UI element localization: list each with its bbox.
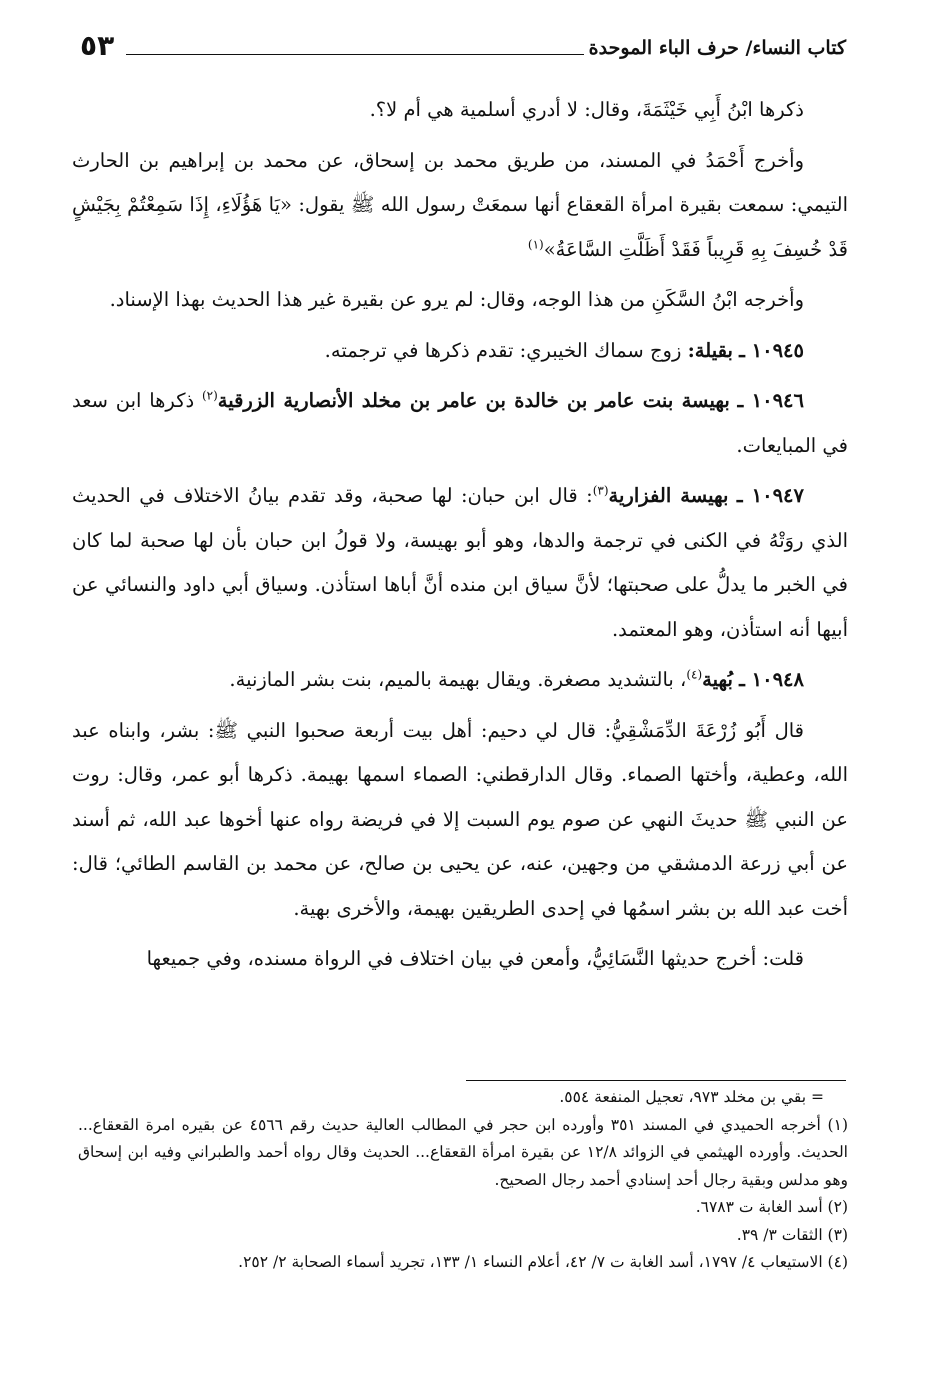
footnote-rule — [466, 1080, 846, 1081]
entry-text: زوج سماك الخيبري: تقدم ذكرها في ترجمته. — [324, 338, 682, 362]
entry-number: ١٠٩٤٧ ـ — [736, 484, 804, 507]
footnotes — [78, 1084, 848, 1277]
paragraph: ذكرها ابْنُ أَبِي خَيْثَمَةَ، وقال: لا أدري أسلمية هي أم لا؟. — [369, 98, 804, 121]
entry-text: ، بالتشديد مصغرة. ويقال بهيمة بالميم، بنت بشر المازنية. — [229, 668, 687, 691]
footnote-continuation: = بقي بن مخلد ٩٧٣، تعجيل المنفعة ٥٥٤. — [559, 1088, 824, 1106]
entry-10947 — [72, 474, 848, 652]
entry-10945 — [72, 329, 848, 374]
entry-name: بُهية — [702, 668, 733, 691]
header-rule — [126, 54, 584, 55]
entry-number: ١٠٩٤٨ ـ — [739, 668, 804, 691]
paragraph: قلت: أخرج حديثها النَّسَائِيُّ، وأمعن في بيان اختلاف في الرواة مسنده، وفي جميعها — [146, 947, 804, 970]
footnote-ref: (٢) — [201, 388, 218, 403]
paragraph: قال أَبُو زُرْعَةَ الدِّمَشْقِيُّ: قال لي دحيم: أهل بيت أربعة صحبوا النبي ﷺ: بشر، وابناه عبد الله، وعطية، وأختها الصماء. وقال الدارقطني: الصماء اسمها بهيمة. ذكرها أبو عمر، وقال: روت عن النبي ﷺ حديثَ النهي عن صوم يوم السبت إلا في فريضة رواه عنها أخوها عبد الله، ثم أسند عن أبي زرعة الدمشقي من وجهين، عنه، عن يحيى بن صالح، عن محمد بن القاسم الطائي؛ قال: أخت عبد الله بن بشر اسمُها في إحدى الطريقين بهيمة، والأخرى بهية. — [72, 718, 848, 920]
paragraph-text: وأخرج أَحْمَدُ في المسند، من طريق محمد بن إسحاق، عن محمد بن إبراهيم بن الحارث التيمي: سمعت بقيرة امرأة القعقاع أنها سمعَتْ رسول الله ﷺ يقول: «يَا هَؤُلَاءِ، إِذَا سَمِعْتُمْ بِجَيْشٍ قَدْ خُسِفَ بِهِ قَرِيباً فَقَدْ أَظَلَّتِ السَّاعَةُ» — [72, 148, 848, 261]
page-number: ٥٣ — [80, 29, 115, 62]
entry-10946 — [72, 379, 848, 468]
page-header — [80, 26, 846, 66]
footnote-ref: (٤) — [686, 667, 703, 682]
entry-name: بقيلة: — [687, 338, 733, 362]
footnote-3: (٣) الثقات ٣/ ٣٩. — [736, 1225, 848, 1244]
running-head: كتاب النساء/ حرف الباء الموحدة — [588, 37, 846, 59]
footnote-ref: (١) — [527, 237, 544, 251]
entry-name: بهيسة الفزارية — [608, 484, 729, 507]
entry-text: : قال ابن حبان: لها صحبة، وقد تقدم بيانُ الاختلاف في الحديث الذي روَتْهُ في الكنى في ترجمة والدها، وهو أبو بهيسة، ولا قولُ ابن حبان بأن لها صحبة لما كان في الخبر ما يدلُّ على صحبتها؛ لأنَّ سياق ابن منده أنَّ أباها استأذن. وسياق أبي داود والنسائي عن أبيها أنه استأذن، وهو المعتمد. — [72, 484, 848, 641]
entry-10948 — [72, 658, 848, 703]
main-text — [72, 88, 848, 988]
entry-number: ١٠٩٤٥ ـ — [739, 338, 804, 362]
paragraph — [72, 139, 848, 273]
paragraph: وأخرجه ابْنُ السَّكَنِ من هذا الوجه، وقال: لم يرو عن بقيرة غير هذا الحديث بهذا الإسناد. — [109, 288, 804, 311]
footnote-4: (٤) الاستيعاب ٤/ ١٧٩٧، أسد الغابة ت ٧/ ٤٢، أعلام النساء ١/ ١٣٣، تجريد أسماء الصحابة ٢/ ٢٥٢. — [238, 1253, 848, 1271]
entry-name: بهيسة بنت عامر بن خالدة بن عامر بن مخلد الأنصارية الزرقية — [217, 389, 730, 412]
footnote-2: (٢) أسد الغابة ت ٦٧٨٣. — [695, 1198, 848, 1216]
entry-text: ذكرها ابن سعد في المبايعات. — [72, 389, 848, 457]
footnote-ref: (٣) — [592, 483, 609, 498]
entry-number: ١٠٩٤٦ ـ — [737, 389, 804, 412]
footnote-1: (١) أخرجه الحميدي في المسند ٣٥١ وأورده ابن حجر في المطالب العالية حديث رقم ٤٥٦٦ عن بقيره امرة القعقاع... الحديث. وأورده الهيثمي في الزوائد ١٢/٨ عن بقيرة امرأة القعقاع... الحديث وقال رواه أحمد والطبراني وفيه ابن إسحاق وهو مدلس وبقية رجال أحد إسنادي أحمد رجال الصحيح. — [78, 1115, 848, 1189]
